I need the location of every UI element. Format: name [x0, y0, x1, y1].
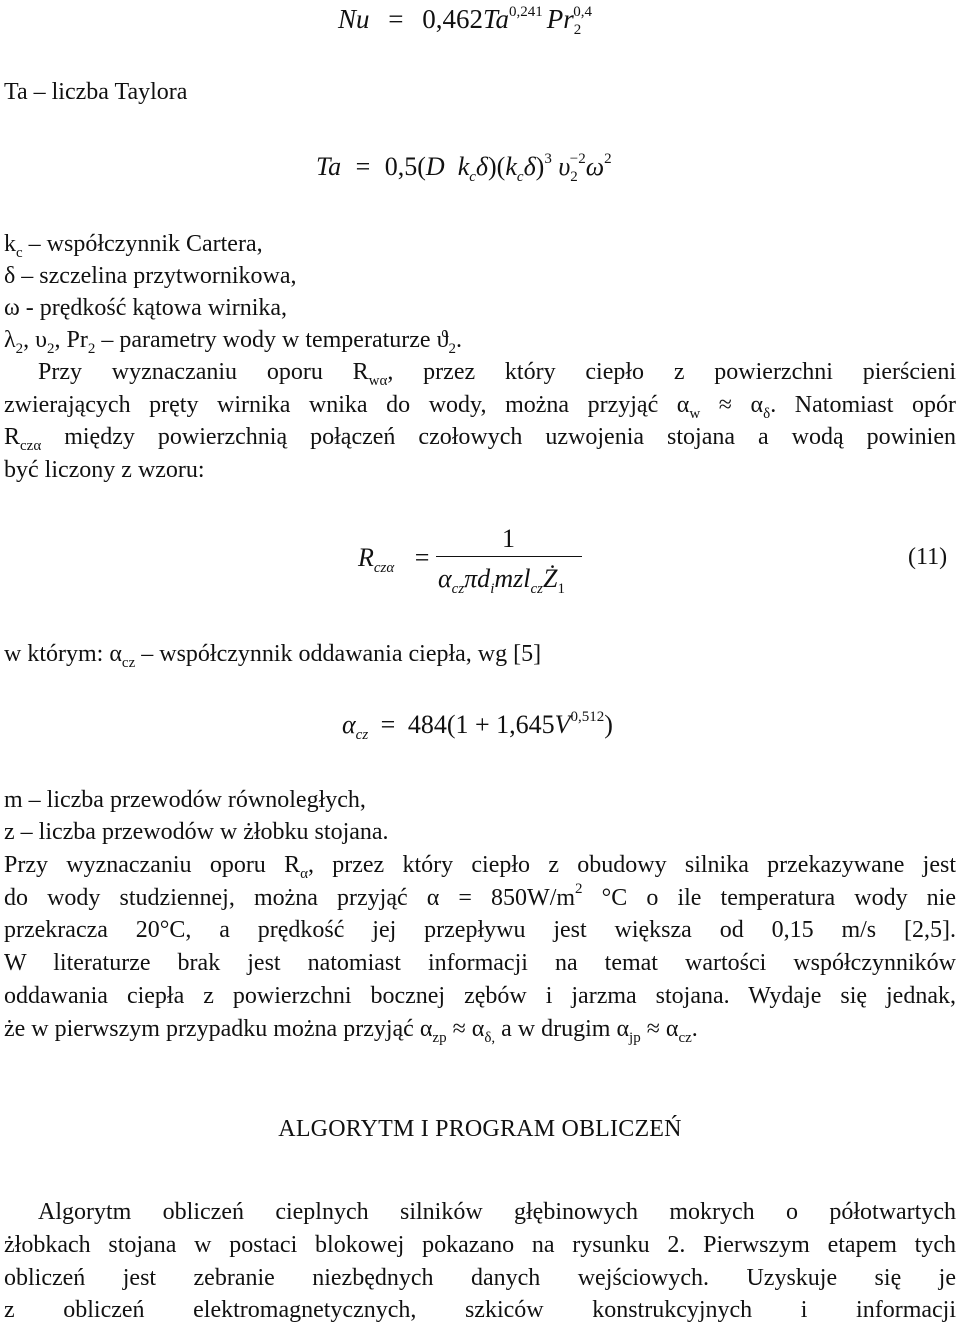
eq-nu-pr: Pr: [546, 4, 574, 34]
def-kc: [4, 231, 263, 261]
para1-l1a: Przy wyznaczaniu oporu R: [38, 359, 369, 385]
eq-ta-k1: k: [444, 152, 470, 181]
para2-l6e: .: [691, 1016, 698, 1042]
eq-r-z: Ż: [542, 564, 558, 593]
w-ktorym-b: – współczynnik oddawania ciepła, wg [5]: [135, 641, 542, 667]
eq-ta-delta2: δ: [523, 152, 536, 181]
eq-ta-D: D: [425, 152, 445, 181]
eq-ta-c-sub1: c: [469, 169, 476, 185]
w-ktorym-line: [4, 641, 542, 671]
eq-ta-close: ): [535, 152, 545, 181]
para1-l1a-sub: wα: [368, 373, 388, 389]
eq-alpha-V-exp: 0,512: [570, 709, 605, 725]
eq-nu-equals: =: [388, 4, 404, 34]
para2-l2b: °C o ile temperatura wody nie: [582, 885, 957, 911]
w-ktorym-a: w którym: α: [4, 641, 122, 667]
eq-ta-mid: )(: [488, 152, 506, 181]
para2-l1a: Przy wyznaczaniu oporu R: [4, 852, 301, 878]
para1-line2: [4, 392, 957, 422]
para1-l3a-sub: czα: [20, 438, 42, 454]
eq-nu-pr-sub: 2: [573, 22, 582, 38]
def-z: z – liczba przewodów w żłobku stojana.: [4, 819, 389, 845]
eq-ta-equals: =: [355, 152, 371, 181]
eq-r-lhs: R: [358, 543, 374, 572]
para2-l6c: a w drugim α: [495, 1016, 630, 1042]
equation-nusselt: [338, 4, 593, 38]
def-lambda: [4, 327, 462, 357]
ta-definition: Ta – liczba Taylora: [4, 79, 188, 105]
def-lambda-a-sub: 2: [15, 341, 24, 357]
eq-r-lhs-sub: czα: [373, 560, 395, 576]
para1-l2b-sub: δ: [763, 406, 771, 422]
eq-ta-exp3: 3: [544, 151, 552, 167]
def-lambda-d: – parametry wody w temperaturze ϑ: [95, 327, 449, 353]
eq-r-i-sub: i: [490, 581, 495, 597]
eq-ta-omega: ω: [585, 152, 605, 181]
section-heading: ALGORYTM I PROGRAM OBLICZEŃ: [278, 1116, 682, 1142]
equation-taylor: [316, 151, 612, 185]
eq-alpha-lhs: α: [342, 710, 356, 739]
para2-l1a-sub: α: [300, 866, 308, 882]
para2-line4: W literaturze brak jest natomiast informacji na temat wartości współczynników: [4, 950, 956, 976]
equation-alpha-cz: [342, 709, 613, 743]
para2-l6b: ≈ α: [446, 1016, 485, 1042]
para3-line4: z obliczeń elektromagnetycznych, szkiców konstrukcyjnych i informacji: [4, 1297, 956, 1323]
eq-ta-c1: 0,5(: [384, 152, 426, 181]
para2-line2: [4, 881, 957, 911]
para1-line3: [4, 424, 956, 454]
para1-l2a: zwierających pręty wirnika wnika do wody, można przyjąć α: [4, 392, 690, 418]
def-kc-symbol: k: [4, 231, 16, 257]
def-lambda-d-sub: 2: [448, 341, 456, 357]
eq-ta-upsilon: υ: [558, 152, 571, 181]
para2-l6d: ≈ α: [640, 1016, 679, 1042]
w-ktorym-a-sub: cz: [121, 655, 136, 671]
para1-line1: [4, 359, 956, 389]
def-kc-sub: c: [16, 245, 23, 261]
para1-l2c: . Natomiast opór: [770, 392, 957, 418]
para2-l1b: , przez który ciepło z obudowy silnika przekazywane jest: [307, 852, 956, 878]
para2-l2a: do wody studziennej, można przyjąć α = 850W/m: [4, 885, 576, 911]
para2-line5: oddawania ciepła z powierzchni bocznej zębów i jarzma stojana. Wydaje się jednak,: [4, 983, 956, 1009]
eq-ta-ups-exp: −2: [569, 151, 586, 167]
eq-r-denominator: [438, 564, 565, 597]
eq-r-alpha-sub: cz: [451, 581, 465, 597]
eq-ta-delta1: δ: [475, 152, 489, 181]
para2-l6a-sub: zp: [432, 1030, 447, 1046]
eq-alpha-body: 484(1 + 1,645: [407, 710, 555, 739]
para3-line1: Algorytm obliczeń cieplnych silników głębinowych mokrych o półotwartych: [38, 1199, 956, 1225]
eq-r-fraction-line: [436, 556, 582, 557]
para1-l2a-sub: w: [689, 406, 701, 422]
para1-line4: być liczony z wzoru:: [4, 457, 205, 483]
eq-ta-c-sub2: c: [516, 169, 524, 185]
eq-ta-ups-sub: 2: [570, 169, 578, 185]
equation-r-cz: [358, 543, 430, 576]
eq-r-number: (11): [908, 544, 948, 570]
def-lambda-e: .: [455, 327, 462, 353]
eq-r-mzl: mzl: [494, 564, 531, 593]
eq-ta-omega-exp: 2: [604, 151, 612, 167]
para3-line3: obliczeń jest zebranie niezbędnych danych wejściowych. Uzyskuje się je: [4, 1265, 956, 1291]
def-m: m – liczba przewodów równoległych,: [4, 787, 366, 813]
para2-line3: przekracza 20°C, a prędkość jej przepływu jest większa od 0,15 m/s [2,5].: [4, 917, 956, 943]
para1-l3b: między powierzchnią połączeń czołowych uzwojenia stojana a wodą powinien: [41, 424, 956, 450]
eq-r-z-sub: 1: [557, 581, 565, 597]
eq-ta-lhs: Ta: [316, 152, 342, 181]
para1-l3a: R: [4, 424, 21, 450]
eq-alpha-equals: =: [380, 710, 396, 739]
eq-r-alpha: α: [438, 564, 452, 593]
eq-ta-k2: k: [505, 152, 517, 181]
def-lambda-c: , Pr: [54, 327, 88, 353]
eq-nu-coef: 0,462: [422, 4, 483, 34]
eq-r-equals: =: [414, 543, 430, 572]
para1-l2b: ≈ α: [700, 392, 764, 418]
def-lambda-c-sub: 2: [87, 341, 96, 357]
eq-alpha-lhs-sub: cz: [355, 727, 369, 743]
eq-nu-pr-exp: 0,4: [573, 4, 593, 20]
def-lambda-b-sub: 2: [47, 341, 55, 357]
eq-r-numerator: 1: [502, 524, 515, 553]
eq-r-cz-sub: cz: [530, 581, 543, 597]
para2-l6d-sub: cz: [678, 1030, 692, 1046]
eq-alpha-close: ): [604, 710, 613, 739]
def-lambda-a: λ: [4, 327, 16, 353]
eq-nu-ta: Ta: [483, 4, 510, 34]
def-lambda-b: , υ: [23, 327, 48, 353]
para3-line2: żłobkach stojana w postaci blokowej pokazano na rysunku 2. Pierwszym etapem tych: [4, 1232, 956, 1258]
def-delta: δ – szczelina przytwornikowa,: [4, 263, 297, 289]
para2-l2a-sup: 2: [575, 881, 583, 897]
def-omega: ω - prędkość kątowa wirnika,: [4, 295, 288, 321]
para2-line1: [4, 852, 956, 882]
para2-l6a: że w pierwszym przypadku można przyjąć α: [4, 1016, 433, 1042]
eq-alpha-V: V: [554, 710, 571, 739]
para2-l6b-sub: δ,: [484, 1030, 496, 1046]
eq-nu-lhs: Nu: [338, 4, 370, 34]
para1-l1b: , przez który ciepło z powierzchni pierścieni: [387, 359, 956, 385]
para2-l6c-sub: jp: [629, 1030, 641, 1046]
def-kc-text: – współczynnik Cartera,: [22, 231, 263, 257]
eq-r-pi-d: πd: [464, 564, 491, 593]
para2-line6: [4, 1016, 698, 1046]
eq-nu-ta-exp: 0,241: [509, 4, 543, 20]
